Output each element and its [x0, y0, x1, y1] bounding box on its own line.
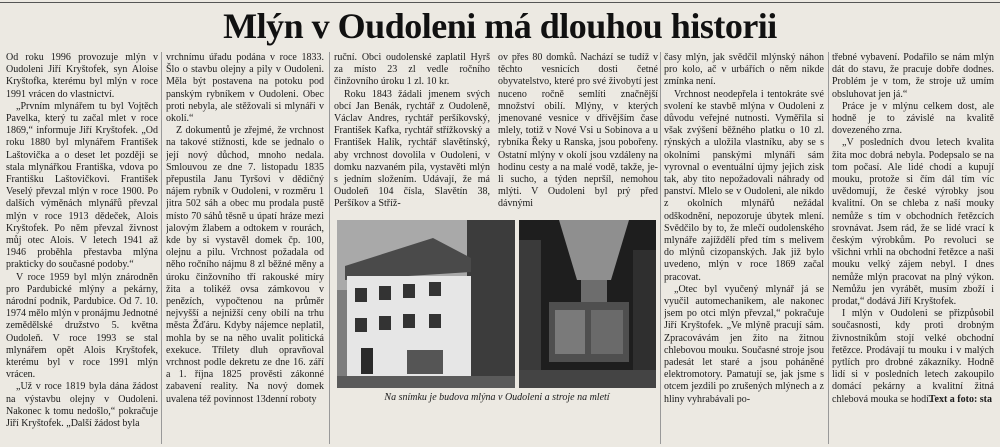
article-column-6: [832, 52, 994, 444]
author-credit: Text a foto: sta: [928, 394, 992, 405]
paragraph: „Otec byl vyučený mlynář já se vyučil automechanikem, ale nakonec jsem po otci mlýn převzal,“ pokračuje Jiří Kryštofek. „Ve mlýně pracují sám. Zpracovávám jen žito na žitnou chlebovou mouku. Současné stroje jsou padesát let staré a jsou poháněné elektromotory. Pamatují se, jak jsme s otcem jezdili po zrušených mlýnech a z hliny vyhrabávali po-: [664, 283, 824, 405]
paragraph: I mlýn v Oudoleni se přizpůsobil současnosti, kdy proti drobným živnostníkům stojí velké obchodní řetězce. Prodávají tu mouku i v malých pytlích pro drobné zákazníky. Hodně lidí si v posledních letech zakoupilo domácí pekárny a kvalitní žitná chlebová mouka se hodí.: [832, 308, 994, 405]
column-divider: [161, 52, 162, 444]
paragraph: „Už v roce 1819 byla dána žádost na výstavbu olejny v Oudoleni. Nakonec k tomu nedošlo,“ pokračuje Jiří Kryštofek. „Další žádost byla: [6, 381, 158, 430]
paragraph: Vrchnost neodepřela i tentokráte své svolení ke stavbě mlýna v Oudoleni z důvodu veřejné nutnosti. Vyměřila si však zvýšení běžného platku o 10 zl. rýnských a uložila vlastníku, aby se s okolními panskými mlynáři sám vyrovnal o eventuální újmy jejich zisk tak, aby tito nepožadovali náhrady od panství. Mlelo se v Oudoleni, ale nikdo z okolních mlynářů nežádal odškodnění, nepozoruje úbytek mlení. Svědčilo by to, že mlečí oudolenského mlynáře zajíždělí před tím s melivem do mlýnů cizopanských. Jak již bylo uvedeno, mlýn v roce 1869 začal pracovat.: [664, 88, 824, 283]
paragraph: časy mlýn, jak svědčil mlýnský náhon pro kolo, ač v urbářích o něm nikde zmínka není.: [664, 52, 824, 88]
paragraph: vrchnímu úřadu podána v roce 1833. Šlo o stavbu olejny a pily v Oudoleni. Měla být postavena na potoku pod panským rybníkem v Oudoleni. Obec proti nebyla, ale stěžovali si mlynáři v okolí.“: [166, 52, 324, 125]
paragraph: ov přes 80 domků. Nachází se tudíž v těchto vesnicích dosti četné obyvatelstvo, které pro své živobytí jest nuceno ročně semlíti značnější množství obilí. Mlýny, v kterých jmenované vesnice v dřívějším čase mlely, totiž v Nové Vsi u Sobinova a u rybníka Řeky u Ranska, jsou pobořeny. Ostatní mlýny v okolí jsou vzdáleny na hodinu cesty a na malé vodě, takže, je-li sucho, a týden nepršíl, nemohou mlýti. V Oudoleni byl prý před dávnými: [498, 52, 658, 210]
paragraph: Od roku 1996 provozuje mlýn v Oudoleni Jiří Kryštofek, syn Aloise Kryštofka, kterému byl mlýn v roce 1991 vrácen do vlastnictví.: [6, 52, 158, 100]
top-rule: [0, 2, 1000, 3]
paragraph: V roce 1959 byl mlýn znárodněn pro Pardubické mlýny a pekárny, národní podnik, Pardubice. Od 7. 10. 1974 mělo mlýn v pronájmu Jednotné zemědělské družstvo 5. května Oudoleň. V roce 1993 se stal mlynářem opět Alois Kryštofek, kterému byl v roce 1991 mlýn vrácen.: [6, 271, 158, 381]
paragraph: třebné vybavení. Podařilo se nám mlýn dát do stavu, že pracuje dobře dodnes. Problém je v tom, že stroje už umím obsluhovat jen já.“: [832, 52, 994, 100]
article-column-1: [6, 52, 158, 444]
paragraph: Práce je v mlýnu celkem dost, ale hodně je to závislé na kvalitě dovezeného zrna.: [832, 100, 994, 137]
article-column-3: [334, 52, 490, 247]
column-divider: [660, 52, 661, 444]
paragraph: Roku 1843 žádali jmenem svých obcí Jan Benák, rychtář z Oudoleně, Václav Andres, rychtář peršíkovský, František Kafka, rychtář střížkovský a František Halík, rychtář slavětínský, aby vrchnost dovolila v Oudoleni, v domku nazvaném pila, vystavěti mlýn s jedním složením. Udávají, že má Oudoleň 104 čísla, Slavětín 38, Peršíkov a Stříž-: [334, 88, 490, 210]
paragraph: „Prvním mlynářem tu byl Vojtěch Pavelka, který tu začal mlet v roce 1869,“ informuje Jiří Kryštofek. „Od roku 1880 byl mlynářem František Laštovička a o deset let později se stala mlynářkou Františka, vdova po Františku Laštovičkovi. František Veselý převzal mlýn v roce 1900. Po dalších výměnách mlynářů převzal mlýn v roce 1913 dědeček, Alois Kryštofek. Po něm převzal živnost můj otec Alois. V letech 1941 až 1946 proběhla přestavba mlýna prakticky do současné podoby.“: [6, 100, 158, 271]
paragraph: ruční. Obci oudolenské zaplatil Hyrš za místo 23 zl vedle ročního činžovního úroku 1 zl. 10 kr.: [334, 52, 490, 88]
paragraph: „V posledních dvou letech kvalita žita moc dobrá nebyla. Podepsalo se na tom počasí. Ale lidé chodí a kupují mouku, protože si čím dál tím víc uvědomují, že české výrobky jsou kvalitní. On se chleba z naší mouky nemůže s tím v obchodních řetězcích srovnávat. Jsem rád, že se lidé vrací k českým výrobkům. Po revoluci se všichni vrhli na obchodní řetězce a naši mouku velký zájem nebyl. I dnes nemůže mlýn pracovat na plný výkon. Nemůžu jen vyrábět, musím zboží i prodat,“ dodává Jiří Kryštofek.: [832, 137, 994, 308]
column-divider: [329, 52, 330, 444]
article-column-2: [166, 52, 324, 444]
article-column-5: [664, 52, 824, 444]
article-column-4: [498, 52, 658, 247]
paragraph: Z dokumentů je zřejmé, že vrchnost na takové stížnosti, kde se jednalo o její nový důchod, mnoho nedala. Smlouvou ze dne 7. listopadu 1835 přepustila Janu Tyršovi v dědičný nájem rybník v Oudoleni, v rozměru 1 jitra 502 sáh a obec mu prodala pustě místo 70 sáhů těsně u úpatí hráze mezi jalovým žlabem a odtokem v rourách, kde by si vystavěl domek čp. 100, olejnu a pilu. Vrchnost požadala od něho ročního nájmu 8 zl běžné měny a úroku činžovního tří rakouské míry žita a tolikéž ovsa zámkovou v penězích, vypočtenou na průměr nejvyšší a nejnižší ceny obilí na trhu města Žďáru. Kdyby nájemce neplatil, mohla by se na něho uvalit politická exekuce. Třílety dluh opravňoval vrchnost podle dekretu ze dne 16. září a 1. října 1825 prověsti zákonné zabavení reality. Na nový domek uvalena též povinnost 13denní roboty: [166, 125, 324, 405]
column-divider: [828, 52, 829, 444]
mill-building-photo: [337, 220, 515, 388]
headline: Mlýn v Oudoleni má dlouhou historii: [223, 6, 777, 46]
photo-caption: Na snímku je budova mlýna v Oudoleni a stroje na mletí: [384, 392, 610, 403]
milling-machines-photo: [519, 220, 656, 388]
